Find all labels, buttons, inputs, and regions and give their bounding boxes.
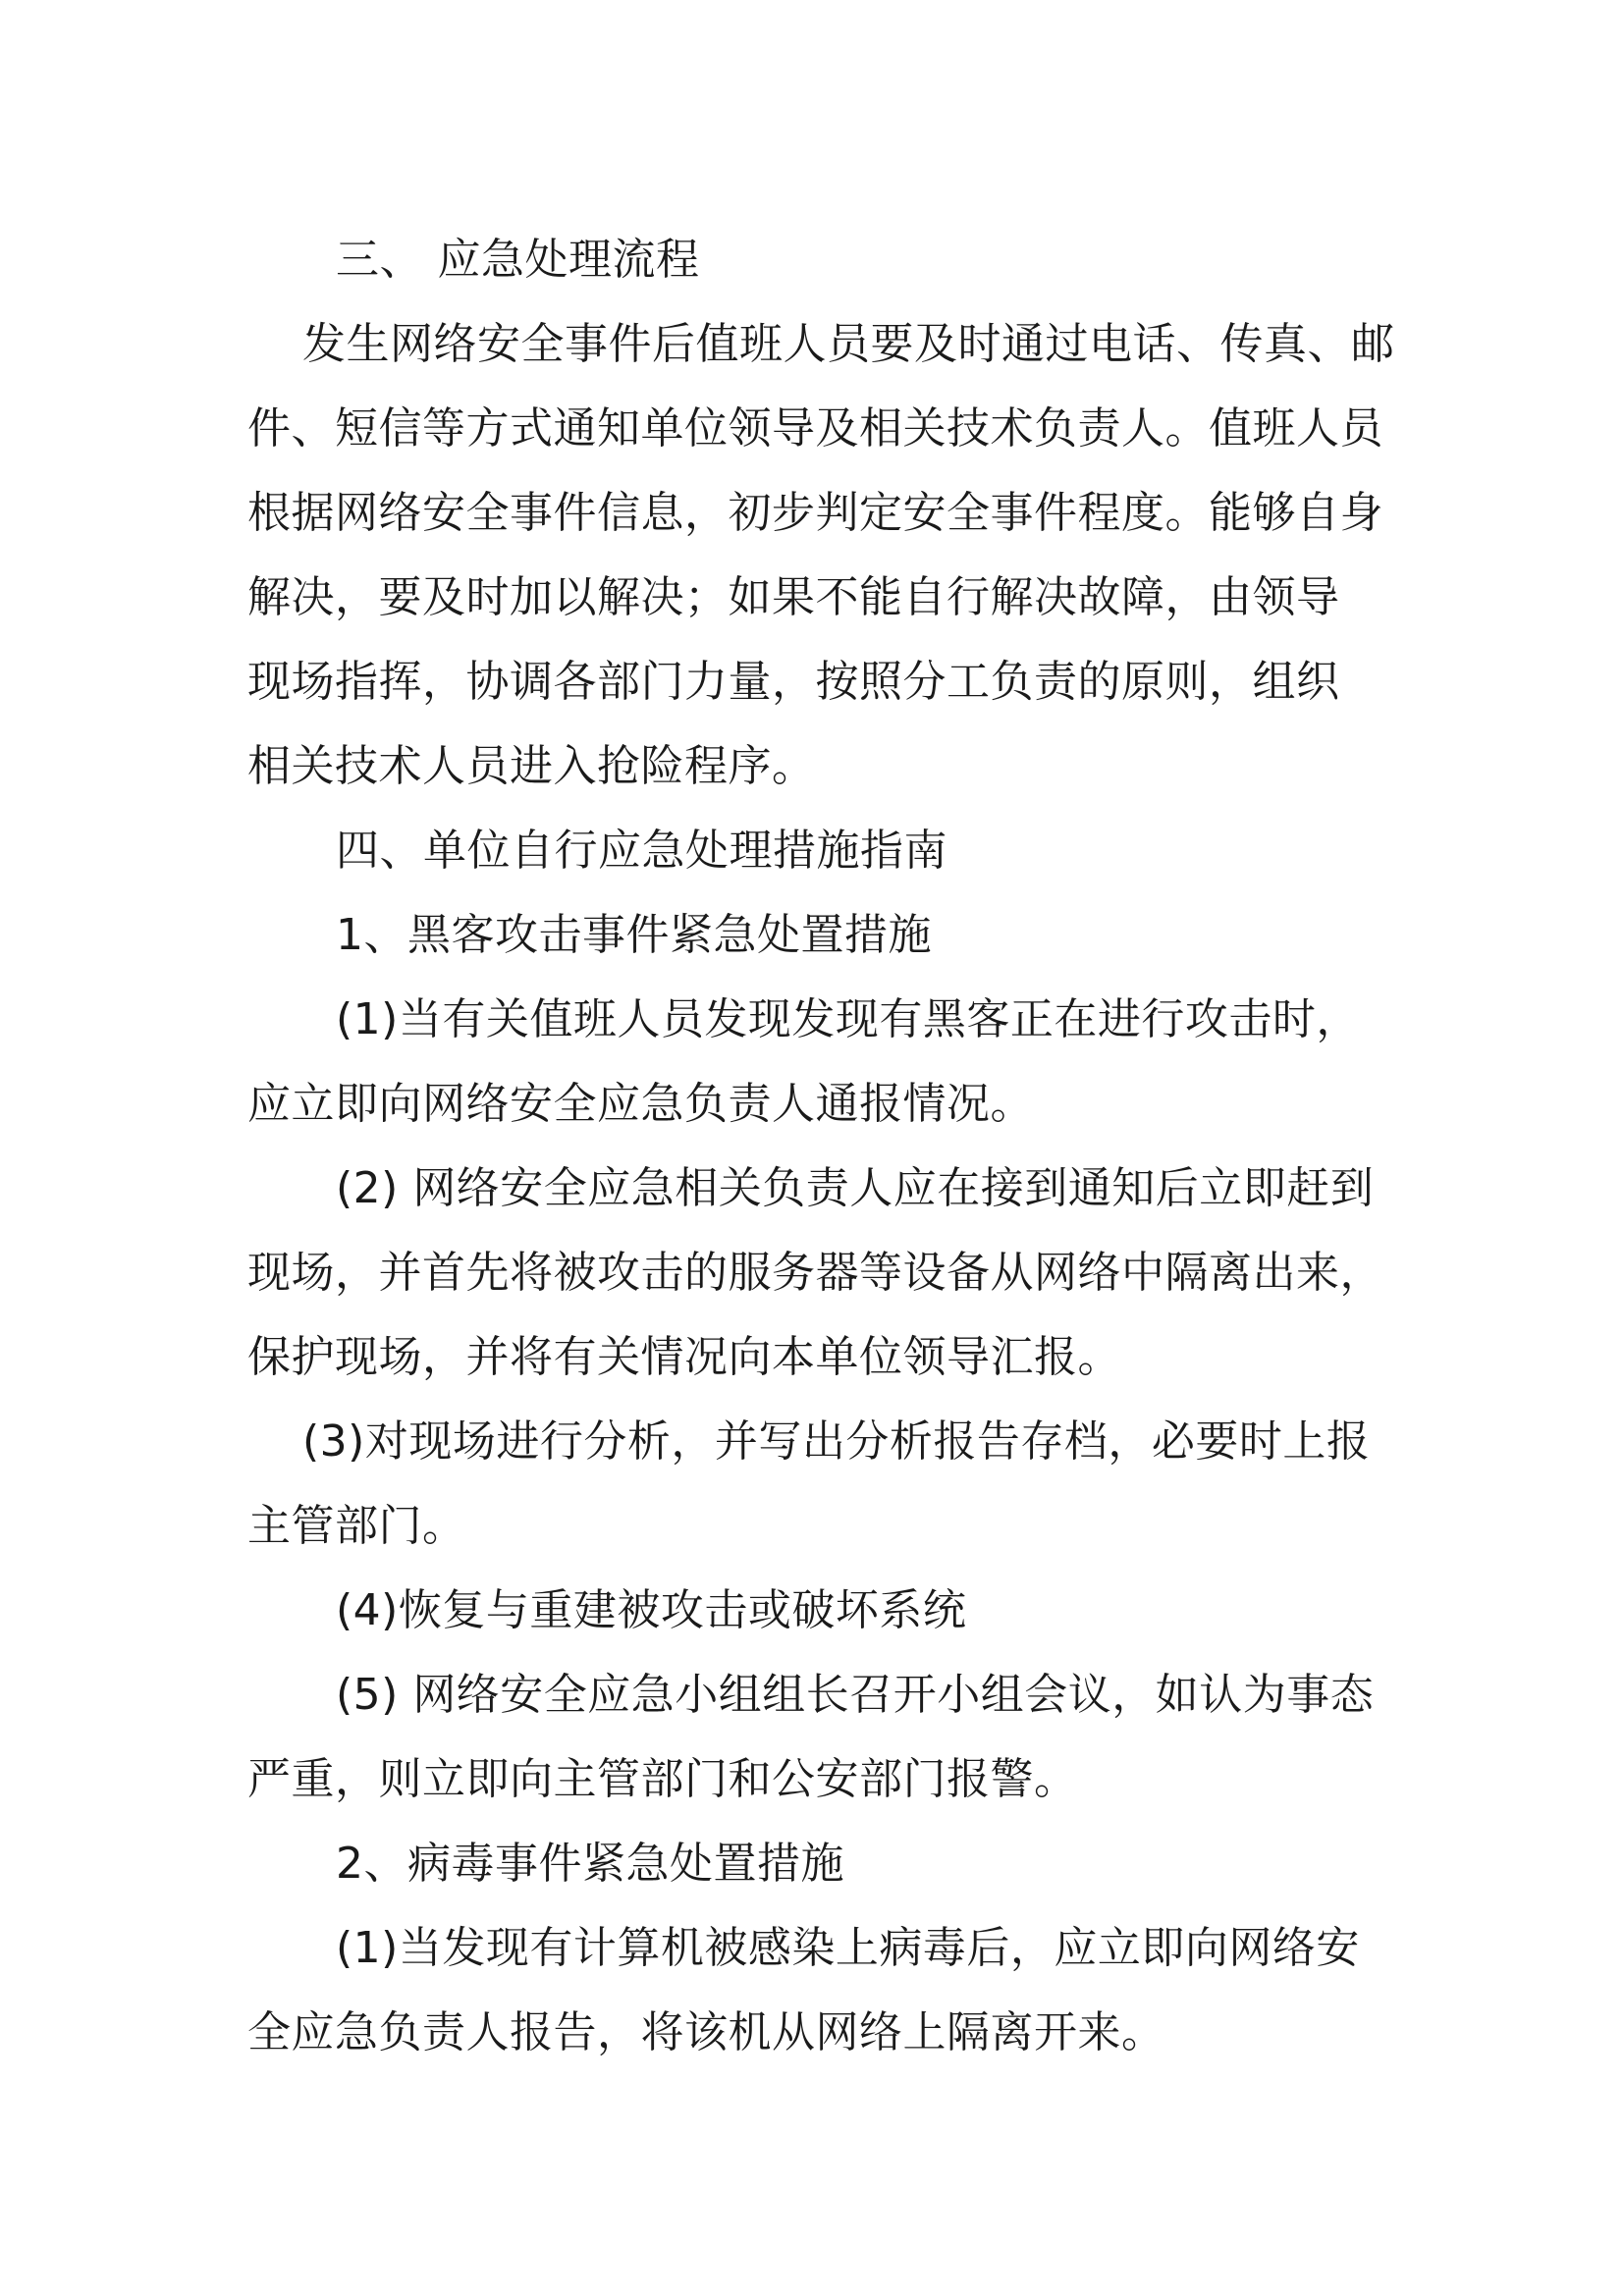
text-line: 四、单位自行应急处理措施指南 <box>336 826 947 876</box>
paragraph <box>247 1906 1386 2075</box>
text-line: 解决，要及时加以解决；如果不能自行解决故障，由领导 <box>247 572 1340 622</box>
text-line: 主管部门。 <box>247 1501 466 1551</box>
text-line: 保护现场，并将有关情况向本单位领导汇报。 <box>247 1332 1121 1382</box>
text-line: 现场指挥，协调各部门力量，按照分工负责的原则，组织 <box>247 657 1340 707</box>
paragraph <box>247 218 1386 302</box>
text-line: 现场，并首先将被攻击的服务器等设备从网络中隔离出来， <box>247 1248 1383 1298</box>
paragraph <box>247 302 1395 809</box>
text-line: 发生网络安全事件后值班人员要及时通过电话、传真、邮 <box>302 319 1395 369</box>
text-line: (4)恢复与重建被攻击或破坏系统 <box>336 1585 967 1635</box>
paragraph <box>247 1822 1386 1906</box>
text-line: 全应急负责人报告，将该机从网络上隔离开来。 <box>247 2007 1165 2057</box>
document-body <box>247 218 1395 2075</box>
text-line: 应立即向网络安全应急负责人通报情况。 <box>247 1079 1034 1129</box>
text-line: 2、病毒事件紧急处置措施 <box>336 1839 844 1889</box>
text-line: 1、黑客攻击事件紧急处置措施 <box>336 910 932 960</box>
text-line: 相关技术人员进入抢险程序。 <box>247 741 816 791</box>
text-line: 件、短信等方式通知单位领导及相关技术负责人。值班人员 <box>247 403 1383 454</box>
text-line: 严重，则立即向主管部门和公安部门报警。 <box>247 1754 1078 1804</box>
text-line: (2) 网络安全应急相关负责人应在接到通知后立即赶到 <box>336 1163 1375 1213</box>
text-line: (5) 网络安全应急小组组长召开小组会议，如认为事态 <box>336 1670 1375 1720</box>
paragraph <box>247 1147 1386 1400</box>
paragraph <box>247 809 1386 893</box>
text-line: (1)当发现有计算机被感染上病毒后，应立即向网络安 <box>336 1923 1360 1973</box>
text-line: 三、 应急处理流程 <box>336 235 700 285</box>
paragraph <box>247 1569 1386 1653</box>
text-line: (3)对现场进行分析，并写出分析报告存档，必要时上报 <box>302 1416 1371 1467</box>
text-line: 根据网络安全事件信息，初步判定安全事件程度。能够自身 <box>247 488 1383 538</box>
text-line: (1)当有关值班人员发现发现有黑客正在进行攻击时， <box>336 994 1360 1044</box>
paragraph <box>247 893 1386 978</box>
paragraph <box>247 1653 1386 1822</box>
paragraph <box>247 978 1386 1147</box>
paragraph <box>247 1400 1386 1569</box>
